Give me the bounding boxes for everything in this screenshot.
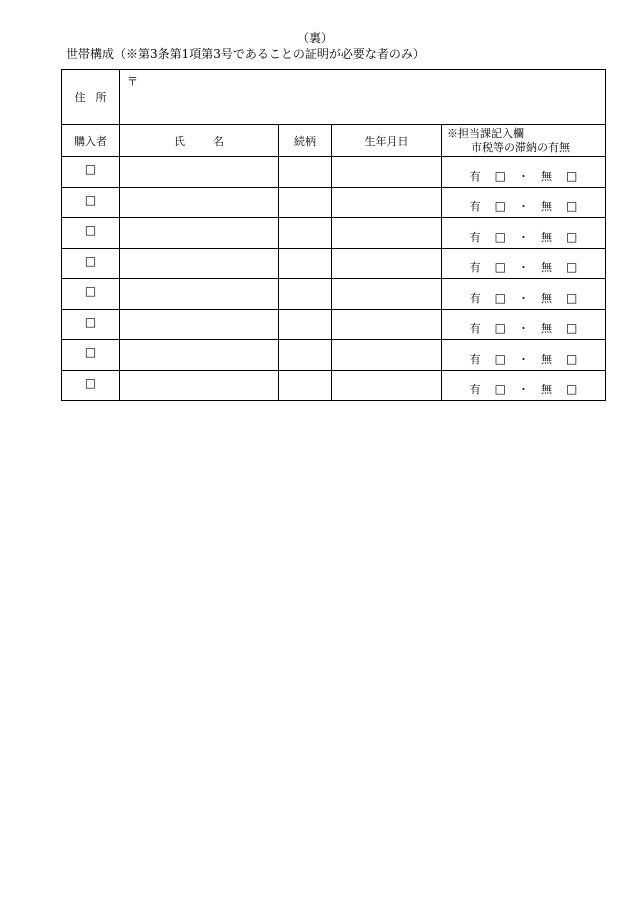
tax-no-label: 無 [541, 291, 552, 305]
checkbox-icon: □ [84, 375, 97, 390]
relationship-field[interactable] [279, 218, 332, 249]
section-title: 世帯構成（※第3条第1項第3号であることの証明が必要な者のみ） [66, 47, 425, 61]
clerk-header: ※担当課記入欄 市税等の滞納の有無 [442, 125, 606, 157]
tax-yes-checkbox[interactable]: □ [494, 229, 506, 244]
tax-yes-label: 有 [469, 291, 481, 305]
household-member-row [62, 279, 606, 310]
relationship-field[interactable] [279, 279, 332, 310]
tax-no-checkbox[interactable]: □ [566, 199, 578, 213]
tax-yes-label: 有 [469, 352, 481, 366]
tax-yes-checkbox[interactable]: □ [494, 290, 506, 305]
separator-dot: ・ [518, 322, 529, 335]
purchaser-checkbox[interactable] [62, 309, 120, 340]
tax-yes-label: 有 [469, 169, 481, 183]
household-member-row [62, 157, 606, 188]
relationship-field[interactable] [279, 248, 332, 279]
tax-yes-checkbox[interactable]: □ [494, 199, 506, 213]
tax-yes-label: 有 [469, 200, 481, 213]
name-header: 氏 名 [120, 125, 279, 157]
separator-dot: ・ [518, 230, 529, 244]
purchaser-checkbox[interactable] [62, 370, 120, 401]
purchaser-header: 購入者 [62, 125, 120, 157]
tax-arrears-cell [442, 157, 606, 188]
name-field[interactable] [120, 309, 279, 340]
tax-no-label: 無 [541, 352, 552, 366]
household-table [61, 69, 606, 401]
household-member-row [62, 340, 606, 371]
checkbox-icon: □ [84, 162, 97, 176]
separator-dot: ・ [518, 383, 529, 396]
tax-yes-label: 有 [469, 383, 481, 396]
relationship-field[interactable] [279, 309, 332, 340]
birthdate-field[interactable] [332, 309, 442, 340]
separator-dot: ・ [518, 352, 529, 366]
household-member-row [62, 248, 606, 279]
tax-arrears-cell [442, 370, 606, 401]
address-row [62, 70, 606, 125]
checkbox-icon: □ [84, 223, 97, 237]
purchaser-checkbox[interactable] [62, 248, 120, 279]
relationship-field[interactable] [279, 157, 332, 188]
tax-no-label: 無 [541, 200, 552, 213]
checkbox-icon: □ [84, 284, 97, 298]
checkbox-icon: □ [84, 192, 97, 207]
household-member-row [62, 370, 606, 401]
tax-no-checkbox[interactable]: □ [566, 321, 578, 335]
tax-yes-label: 有 [469, 322, 481, 335]
name-field[interactable] [120, 187, 279, 218]
tax-no-label: 無 [541, 169, 552, 183]
birthdate-field[interactable] [332, 157, 442, 188]
tax-no-checkbox[interactable]: □ [566, 229, 578, 244]
household-member-row [62, 187, 606, 218]
checkbox-icon: □ [84, 345, 97, 359]
tax-no-label: 無 [541, 230, 552, 244]
tax-no-label: 無 [541, 383, 552, 396]
address-label: 住 所 [62, 70, 120, 125]
tax-arrears-cell [442, 340, 606, 371]
birthdate-field[interactable] [332, 218, 442, 249]
separator-dot: ・ [518, 291, 529, 305]
tax-arrears-cell [442, 279, 606, 310]
tax-yes-checkbox[interactable]: □ [494, 321, 506, 335]
checkbox-icon: □ [84, 314, 97, 329]
purchaser-checkbox[interactable] [62, 157, 120, 188]
name-field[interactable] [120, 340, 279, 371]
tax-yes-checkbox[interactable]: □ [494, 260, 506, 274]
purchaser-checkbox[interactable] [62, 218, 120, 249]
birthdate-field[interactable] [332, 187, 442, 218]
tax-no-checkbox[interactable]: □ [566, 260, 578, 274]
tax-yes-checkbox[interactable]: □ [494, 351, 506, 366]
checkbox-icon: □ [84, 253, 97, 268]
name-field[interactable] [120, 157, 279, 188]
birthdate-header: 生年月日 [332, 125, 442, 157]
separator-dot: ・ [518, 200, 529, 213]
purchaser-checkbox[interactable] [62, 340, 120, 371]
name-field[interactable] [120, 218, 279, 249]
tax-yes-label: 有 [469, 261, 481, 274]
address-field[interactable] [120, 70, 606, 125]
tax-yes-label: 有 [469, 230, 481, 244]
household-member-row [62, 218, 606, 249]
birthdate-field[interactable] [332, 340, 442, 371]
tax-arrears-cell [442, 218, 606, 249]
birthdate-field[interactable] [332, 370, 442, 401]
relationship-field[interactable] [279, 187, 332, 218]
household-member-row [62, 309, 606, 340]
relationship-field[interactable] [279, 370, 332, 401]
tax-no-checkbox[interactable]: □ [566, 168, 578, 183]
purchaser-checkbox[interactable] [62, 279, 120, 310]
tax-arrears-cell [442, 309, 606, 340]
tax-no-checkbox[interactable]: □ [566, 351, 578, 366]
tax-arrears-cell [442, 187, 606, 218]
tax-no-label: 無 [541, 322, 552, 335]
header-row [62, 125, 606, 157]
tax-no-label: 無 [541, 261, 552, 274]
name-field[interactable] [120, 248, 279, 279]
birthdate-field[interactable] [332, 248, 442, 279]
separator-dot: ・ [518, 169, 529, 183]
tax-yes-checkbox[interactable]: □ [494, 168, 506, 183]
tax-arrears-cell [442, 248, 606, 279]
name-field[interactable] [120, 370, 279, 401]
relationship-header: 続柄 [279, 125, 332, 157]
birthdate-field[interactable] [332, 279, 442, 310]
name-field[interactable] [120, 279, 279, 310]
tax-no-checkbox[interactable]: □ [566, 382, 578, 396]
relationship-field[interactable] [279, 340, 332, 371]
tax-no-checkbox[interactable]: □ [566, 290, 578, 305]
separator-dot: ・ [518, 261, 529, 274]
postal-mark: 〒 [127, 75, 138, 88]
purchaser-checkbox[interactable] [62, 187, 120, 218]
tax-yes-checkbox[interactable]: □ [494, 382, 506, 396]
page-side-label: （裏） [296, 31, 333, 45]
